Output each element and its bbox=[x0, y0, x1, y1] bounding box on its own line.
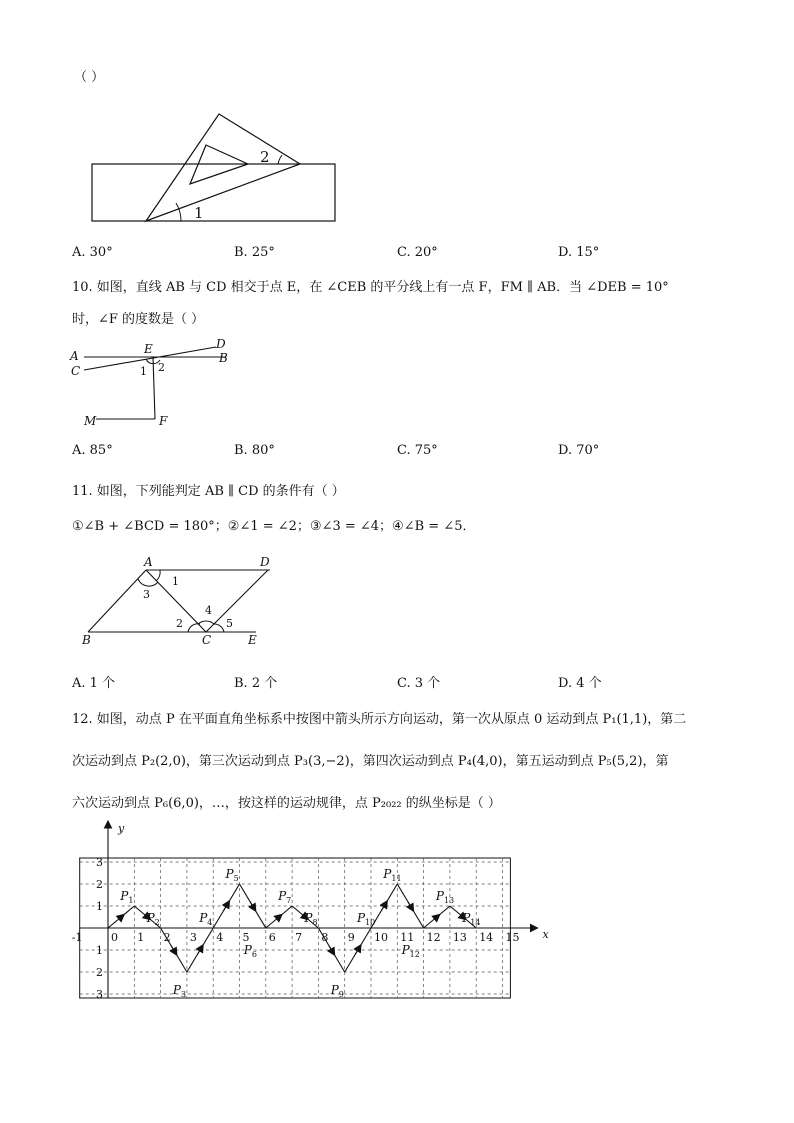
y-tick-label: 3 bbox=[96, 856, 103, 869]
path-arrow bbox=[119, 914, 125, 919]
q11-label-e: E bbox=[248, 633, 257, 647]
point-label-p7: $P_7$ bbox=[278, 889, 292, 905]
q11-label-4: 4 bbox=[205, 604, 212, 617]
q11-label-1: 1 bbox=[172, 575, 179, 588]
x-tick-label: 14 bbox=[479, 931, 494, 944]
path-arrow bbox=[408, 902, 414, 912]
q11-option-d[interactable]: D. 4 个 bbox=[558, 676, 602, 691]
q11-line-ab bbox=[88, 570, 146, 632]
q11-arc-4 bbox=[198, 621, 214, 624]
y-axis-label: y bbox=[118, 822, 125, 835]
q9-angle2-arc bbox=[278, 155, 282, 164]
y-tick-label: 3 bbox=[96, 988, 103, 1001]
q10-label-a: A bbox=[70, 349, 79, 363]
x-tick-label: 15 bbox=[505, 931, 520, 944]
path-arrow bbox=[434, 914, 440, 919]
q10-option-c[interactable]: C. 75° bbox=[397, 443, 438, 458]
q12-stem-line3: 六次运动到点 P₆(6,0)，…，按这样的运动规律，点 P₂₀₂₂ 的纵坐标是（ ） bbox=[72, 796, 501, 811]
q11-label-5: 5 bbox=[226, 617, 233, 630]
q9-option-c[interactable]: C. 20° bbox=[397, 245, 438, 260]
q11-label-d: D bbox=[260, 555, 270, 569]
point-label-p4: $P_4$ bbox=[199, 911, 213, 927]
q10-label-e: E bbox=[144, 342, 153, 356]
x-tick-label: 2 bbox=[163, 931, 171, 944]
q10-label-b: B bbox=[219, 351, 228, 365]
q11-label-3: 3 bbox=[143, 588, 150, 601]
point-label-p3: $P_3$ bbox=[172, 983, 187, 999]
q10-stem-line1: 10. 如图，直线 AB 与 CD 相交于点 E，在 ∠CEB 的平分线上有一点 F，FM ∥ AB．当 ∠DEB = 10° bbox=[72, 280, 669, 295]
q11-line-cd bbox=[206, 570, 268, 632]
q11-arc-5 bbox=[214, 624, 224, 632]
q11-label-b: B bbox=[82, 633, 91, 647]
point-label-p5: $P_5$ bbox=[225, 867, 239, 883]
x-tick-label: 10 bbox=[374, 931, 388, 944]
path-arrow bbox=[329, 946, 335, 956]
q9-option-d[interactable]: D. 15° bbox=[558, 245, 600, 260]
x-tick-label: 7 bbox=[295, 931, 303, 944]
path-arrow bbox=[171, 946, 177, 956]
q9-set-square-outer bbox=[146, 114, 300, 221]
x-tick-label: 8 bbox=[321, 931, 329, 944]
path-arrow bbox=[224, 901, 230, 911]
q11-option-a[interactable]: A. 1 个 bbox=[72, 676, 116, 691]
point-label-p12: $P_{12}$ bbox=[401, 943, 420, 959]
q9-answer-paren: （ ） bbox=[74, 70, 105, 85]
q10-label-c: C bbox=[71, 364, 81, 378]
q11-label-2: 2 bbox=[176, 617, 183, 630]
q10-label-f: F bbox=[159, 414, 168, 428]
path-arrow bbox=[382, 901, 388, 911]
q9-angle1-arc bbox=[176, 203, 181, 221]
q11-stem-line2: ①∠B + ∠BCD = 180°；②∠1 = ∠2；③∠3 = ∠4；④∠B = ∠5． bbox=[72, 519, 476, 534]
q10-option-d[interactable]: D. 70° bbox=[558, 443, 600, 458]
y-tick-label: 1 bbox=[96, 944, 103, 957]
point-label-p9: $P_9$ bbox=[330, 983, 344, 999]
q11-stem-line1: 11. 如图，下列能判定 AB ∥ CD 的条件有（ ） bbox=[72, 484, 345, 499]
x-tick-label: 0 bbox=[111, 931, 118, 944]
point-label-p14: $P_{14}$ bbox=[462, 911, 481, 927]
q10-figure bbox=[66, 336, 246, 436]
q9-figure bbox=[88, 110, 348, 230]
x-tick-label: 5 bbox=[242, 931, 250, 944]
point-label-p10: $P_{10}$ bbox=[357, 911, 376, 927]
q9-ruler bbox=[92, 164, 335, 221]
path-arrow bbox=[197, 945, 203, 955]
q12-coordinate-chart bbox=[60, 818, 549, 1008]
y-tick-label: 2 bbox=[96, 966, 103, 979]
path-arrow bbox=[250, 902, 256, 912]
point-label-p2: $P_2$ bbox=[146, 911, 160, 927]
y-tick-label: 2 bbox=[96, 878, 103, 891]
q9-label-1: 1 bbox=[194, 204, 204, 222]
x-tick-label: -1 bbox=[71, 931, 83, 944]
q12-stem-line1: 12. 如图，动点 P 在平面直角坐标系中按图中箭头所示方向运动，第一次从原点 0 运动到点 P₁(1,1)，第二 bbox=[72, 712, 687, 727]
q9-option-a[interactable]: A. 30° bbox=[72, 245, 113, 260]
q10-label-1: 1 bbox=[140, 365, 147, 378]
x-axis-label: x bbox=[542, 928, 549, 941]
point-label-p11: $P_{11}$ bbox=[383, 867, 402, 883]
chart-axes bbox=[80, 822, 550, 998]
q10-label-d: D bbox=[216, 337, 226, 351]
q9-label-2: 2 bbox=[260, 148, 270, 166]
q11-option-b[interactable]: B. 2 个 bbox=[234, 676, 278, 691]
q10-label-m: M bbox=[84, 414, 97, 428]
x-tick-label: 6 bbox=[268, 931, 276, 944]
x-tick-label: 4 bbox=[216, 931, 224, 944]
q11-figure bbox=[80, 552, 280, 647]
point-label-p13: $P_{13}$ bbox=[435, 889, 455, 905]
q11-arc-2 bbox=[188, 624, 200, 632]
q11-arc-1 bbox=[156, 570, 160, 581]
q11-option-c[interactable]: C. 3 个 bbox=[397, 676, 441, 691]
q11-label-c: C bbox=[202, 633, 212, 647]
x-tick-label: 11 bbox=[400, 931, 415, 944]
q9-option-b[interactable]: B. 25° bbox=[234, 245, 275, 260]
point-label-p1: $P_1$ bbox=[120, 889, 134, 905]
q10-label-2: 2 bbox=[158, 361, 165, 374]
q10-stem-line2: 时，∠F 的度数是（ ） bbox=[72, 312, 205, 327]
path-arrow bbox=[355, 945, 361, 955]
point-label-p6: $P_6$ bbox=[243, 943, 257, 959]
q10-option-a[interactable]: A. 85° bbox=[72, 443, 113, 458]
x-tick-label: 9 bbox=[347, 931, 355, 944]
q11-label-a: A bbox=[144, 555, 153, 569]
x-tick-label: 12 bbox=[426, 931, 441, 944]
q12-stem-line2: 次运动到点 P₂(2,0)，第三次运动到点 P₃(3,−2)，第四次运动到点 P₄(4,0)，第五运动到点 P₅(5,2)，第 bbox=[72, 754, 669, 769]
y-tick-label: 1 bbox=[96, 900, 103, 913]
q10-bisector-ef bbox=[153, 357, 155, 419]
x-tick-label: 13 bbox=[452, 931, 467, 944]
x-tick-label: 1 bbox=[137, 931, 145, 944]
path-arrow bbox=[276, 914, 282, 919]
q10-option-b[interactable]: B. 80° bbox=[234, 443, 275, 458]
x-tick-label: 3 bbox=[189, 931, 197, 944]
point-label-p8: $P_8$ bbox=[304, 911, 318, 927]
